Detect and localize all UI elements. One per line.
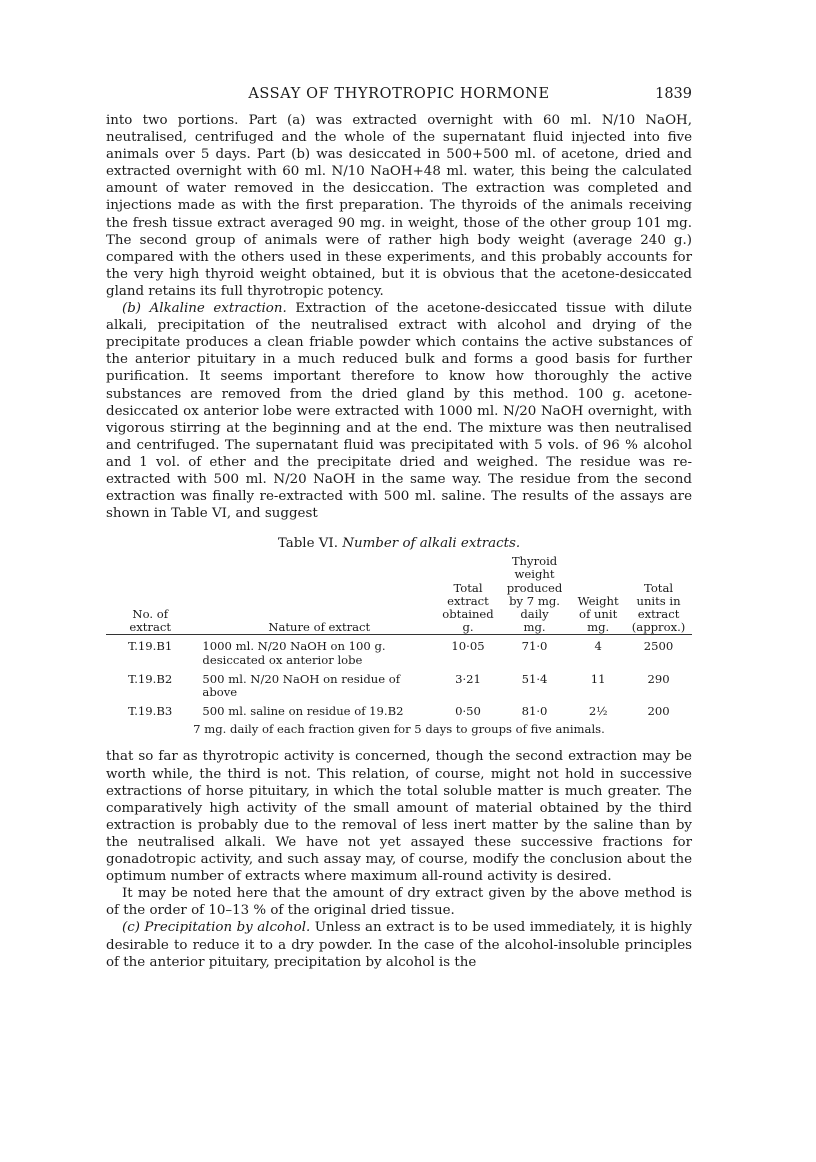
section-heading-precipitation: (c) Precipitation by alcohol. (122, 920, 311, 936)
paragraph-4: It may be noted here that the amount of dry extract given by the above method is of the order of 10–13 % of the original dried tissue. (106, 886, 692, 919)
page-number: 1839 (655, 86, 692, 102)
cell-nature: 1000 ml. N/20 NaOH on 100 g. desiccated ox anterior lobe (202, 639, 386, 667)
col-header-total: Total extract obtained g. (442, 580, 494, 635)
alkali-extracts-table (106, 555, 692, 719)
table-row (106, 635, 692, 668)
cell-nature: 500 ml. N/20 NaOH on residue of above (202, 671, 401, 700)
table-label: Table VI. (277, 536, 338, 552)
cell-nature: 500 ml. saline on residue of 19.B2 (202, 704, 404, 719)
section-heading-alkaline: (b) Alkaline extraction. (122, 301, 287, 317)
table-caption (106, 536, 692, 551)
col-header-thyroid: Thyroid weight produced by 7 mg. daily mg. (506, 554, 563, 635)
cell-units: 290 (647, 671, 670, 686)
cell-units: 2500 (643, 639, 674, 654)
cell-no: T.19.B3 (128, 704, 173, 719)
cell-no: T.19.B1 (128, 639, 173, 654)
table-header-row (106, 555, 692, 635)
col-header-no: No. of extract (129, 607, 172, 635)
col-header-units: Total units in extract (approx.) (631, 580, 686, 635)
cell-total: 10·05 (451, 639, 485, 654)
cell-thyroid: 71·0 (521, 639, 548, 654)
col-header-nature: Nature of extract (268, 620, 371, 635)
page (106, 82, 692, 971)
paragraph-3: that so far as thyrotropic activity is concerned, though the second extraction may be worth while, the third is not. This relation, of course, might not hold in successive extractions of horse pituitary, in which the total soluble matter is much greater. The comparatively high activity of the small amount of material obtained by the third extraction is probably due to the removal of less inert matter by the saline than by the neutralised alkali. We have not yet assayed these successive fractions for gonadotropic activity, and such assay may, of course, modify the conclusion about the optimum number of extracts where maximum all-round activity is desired. (106, 749, 692, 885)
cell-no: T.19.B2 (128, 671, 173, 686)
cell-weight-unit: 4 (594, 639, 602, 654)
cell-units: 200 (647, 704, 670, 719)
running-title: ASSAY OF THYROTROPIC HORMONE (248, 86, 550, 102)
paragraph-5-text: Unless an extract is to be used immediately, it is highly desirable to reduce it to a dry powder. In the case of the alcohol-insoluble principles of the anterior pituitary, precipitation by alcohol is the (106, 920, 692, 970)
cell-thyroid: 51·4 (521, 671, 548, 686)
paragraph-alkaline-extraction (106, 300, 692, 522)
table-row (106, 700, 692, 719)
cell-thyroid: 81·0 (521, 704, 548, 719)
cell-total: 3·21 (455, 671, 481, 686)
paragraph-1: into two portions. Part (a) was extracted overnight with 60 ml. N/10 NaOH, neutralised, centrifuged and the whole of the supernatant fluid injected into five animals over 5 days. Part (b) was desiccated in 500+500 ml. of acetone, dried and extracted overnight with 60 ml. N/10 NaOH+48 ml. water, this being the calculated amount of water removed in the desiccation. The extraction was completed and injections made as with the first preparation. The thyroids of the animals receiving the fresh tissue extract averaged 90 mg. in weight, those of the other group 101 mg. The second group of animals were of rather high body weight (average 240 g.) compared with the others used in these experiments, and this probably accounts for the very high thyroid weight obtained, but it is obvious that the acetone-desiccated gland retains its full thyrotropic potency. (106, 113, 692, 299)
col-header-weight-unit: Weight of unit mg. (577, 593, 619, 635)
cell-weight-unit: 2½ (588, 704, 608, 719)
paragraph-precipitation (106, 919, 692, 970)
table-footnote: 7 mg. daily of each fraction given for 5 days to groups of five animals. (193, 722, 605, 737)
paragraph-2-text: Extraction of the acetone-desiccated tissue with dilute alkali, precipitation of the neutralised extract with alcohol and drying of the precipitate produces a clean friable powder which contains the active substances of the anterior pituitary in a much reduced bulk and forms a good basis for further purification. It seems important therefore to know how thoroughly the active substances are removed from the dried gland by this method. 100 g. acetone-desiccated ox anterior lobe were extracted with 1000 ml. N/20 NaOH overnight, with vigorous stirring at the beginning and at the end. The mixture was then neutralised and centrifuged. The supernatant fluid was precipitated with 5 vols. of 96 % alcohol and 1 vol. of ether and the precipitate dried and weighed. The residue was re-extracted with 500 ml. N/20 NaOH in the same way. The residue from the second extraction was finally re-extracted with 500 ml. saline. The results of the assays are shown in Table VI, and suggest (106, 301, 692, 522)
table-row (106, 668, 692, 700)
cell-total: 0·50 (455, 704, 481, 719)
cell-weight-unit: 11 (590, 671, 606, 686)
table-title: Number of alkali extracts. (342, 536, 521, 552)
page-header (106, 82, 692, 112)
